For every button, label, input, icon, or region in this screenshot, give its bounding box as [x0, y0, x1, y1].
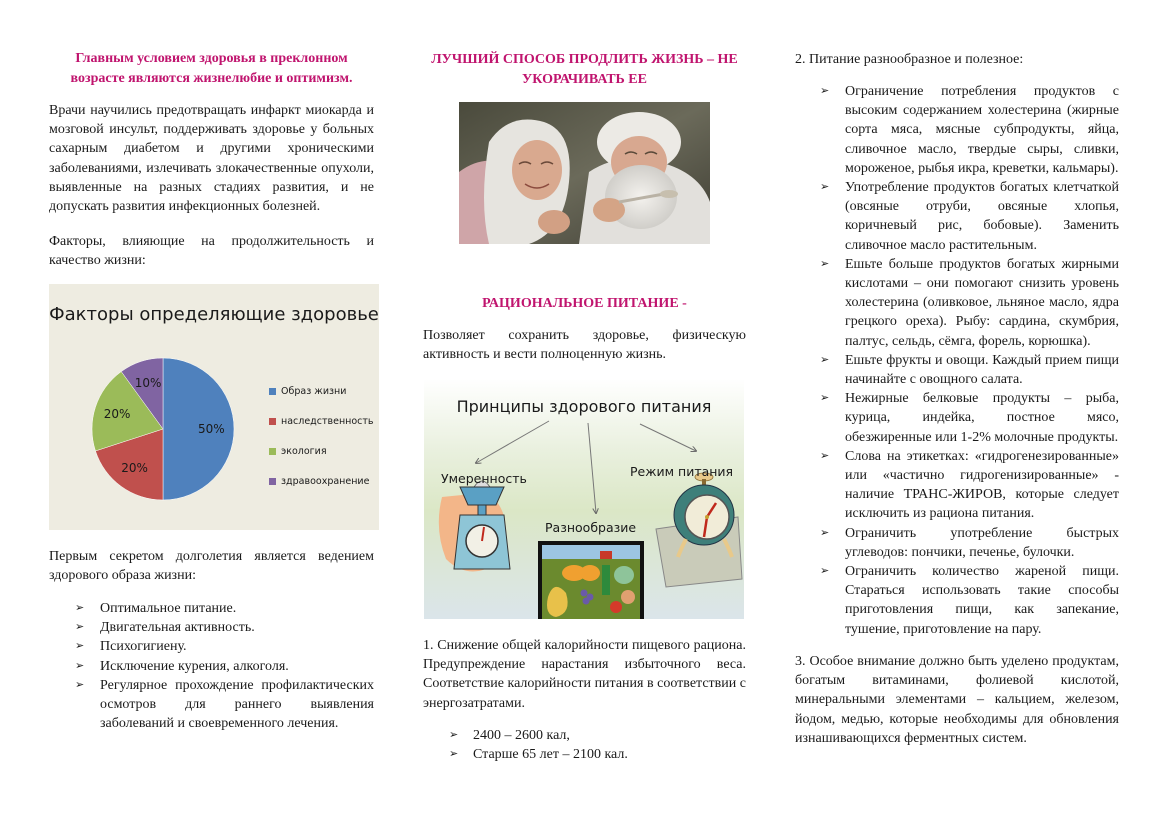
- intro-paragraph: Врачи научились предотвращать инфаркт миокарда и мозговой инсульт, поддерживать здоровье у больных сахарным диабетом и другими хроническими заболеваниями, излечивать злокачественные опухоли, выявленные на разных стадиях развития, и не допускать развития инфекционных болезней.: [49, 103, 374, 215]
- list-item: ➢ Ограничить количество жареной пищи. Стараться использовать такие способы приготовления пищи, как запекание, тушение, приготовление на пару.: [820, 564, 1119, 637]
- heading-longevity: ЛУЧШИЙ СПОСОБ ПРОДЛИТЬ ЖИЗНЬ – НЕ УКОРАЧИВАТЬ ЕЕ: [431, 52, 738, 87]
- legend-item: [269, 376, 374, 406]
- list-item: ➢ Двигательная активность.: [75, 618, 374, 637]
- arrow-bullet-icon: ➢: [820, 85, 830, 97]
- secret-intro: Первым секретом долголетия является ведением здорового образа жизни:: [49, 549, 374, 584]
- legend-item: [269, 436, 374, 466]
- arrow-bullet-icon: ➢: [75, 678, 85, 691]
- list-item: ➢ Слова на этикетках: «гидрогенезированные» или «частично гидрогенизированные» - наличие ТРАНС-ЖИРОВ, которые следует исключить из рациона питания.: [820, 448, 1119, 522]
- point-1-text: 1. Снижение общей калорийности пищевого рациона. Предупреждение нарастания избыточного веса. Соответствие калорийности питания в соответствии с энергозатратами.: [423, 638, 746, 711]
- point-3-text: 3. Особое внимание должно быть уделено продуктам, богатым витаминами, фолиевой кислотой, минеральными элементами – кальцием, железом, йодом, медью, которые необходимы для обновления изнашивающихся ферментных систем.: [795, 654, 1119, 746]
- legend-label: наследственность: [281, 415, 374, 427]
- list-item: ➢ Ограничить употребление быстрых углеводов: пончики, печенье, булочки.: [820, 525, 1119, 560]
- list-item: ➢ Психогигиену.: [75, 637, 374, 656]
- vegetables-basket-icon: [538, 541, 644, 619]
- arrow-bullet-icon: ➢: [449, 729, 459, 741]
- nutrition-principles-slide: [424, 379, 744, 619]
- legend-swatch: [269, 478, 276, 485]
- pie-data-label: 50%: [197, 422, 225, 436]
- pie-data-label: 20%: [121, 461, 148, 476]
- arrow-bullet-icon: ➢: [820, 392, 830, 405]
- list-item: ➢ Исключение курения, алкоголя.: [75, 657, 374, 676]
- arrow-bullet-icon: ➢: [820, 257, 830, 270]
- calorie-list: [449, 726, 746, 764]
- arrow-bullet-icon: ➢: [449, 748, 459, 761]
- arrow-bullet-icon: ➢: [75, 621, 85, 634]
- legend-item: [269, 466, 374, 496]
- arrow-bullet-icon: ➢: [820, 353, 830, 366]
- list-item: ➢ Ограничение потребления продуктов с высоким содержанием холестерина (жирные сорта мяса, мясные субпродукты, яйца, сливочное масло, твердые сыры, сливки, мороженое, рыбья икра, креветки, кальмары).: [820, 84, 1119, 176]
- arrow-bullet-icon: ➢: [820, 181, 830, 194]
- legend-label: экология: [281, 445, 327, 457]
- pie-data-label: 20%: [103, 407, 131, 422]
- list-item: ➢ Регулярное прохождение профилактических осмотров для раннего выявления заболеваний и своевременного лечения.: [75, 677, 374, 732]
- factors-intro: Факторы, влияющие на продолжительность и качество жизни:: [49, 234, 374, 269]
- kitchen-scale-icon: [439, 481, 510, 571]
- legend-swatch: [269, 418, 276, 425]
- heading-rational-nutrition: РАЦИОНАЛЬНОЕ ПИТАНИЕ -: [482, 296, 687, 311]
- heading-optimism: Главным условием здоровья в преклонном возрасте являются жизнелюбие и оптимизм.: [70, 51, 353, 86]
- arrow-bullet-icon: ➢: [75, 640, 85, 653]
- point-2-heading: 2. Питание разнообразное и полезное:: [795, 52, 1024, 67]
- rational-text: Позволяет сохранить здоровье, физическую активность и вести полноценную жизнь.: [423, 328, 746, 363]
- label-variety: Разнообразие: [545, 520, 637, 535]
- legend-swatch: [269, 448, 276, 455]
- list-item: ➢ Ешьте фрукты и овощи. Каждый прием пищи начинайте с овощного салата.: [820, 352, 1119, 388]
- chart-legend: [269, 376, 374, 496]
- nutrition-list: [820, 82, 1119, 639]
- arrow-to-regimen-icon: [640, 424, 696, 451]
- label-moderation: Умеренность: [441, 471, 527, 486]
- list-item: ➢ Старше 65 лет – 2100 кал.: [449, 745, 746, 764]
- alarm-clock-icon: [656, 473, 742, 587]
- arrow-bullet-icon: ➢: [820, 449, 830, 462]
- arrow-bullet-icon: ➢: [75, 602, 85, 614]
- slide-title: Принципы здорового питания: [456, 397, 712, 416]
- pie-chart-panel: [49, 284, 379, 530]
- chart-title: Факторы определяющие здоровье: [49, 304, 379, 325]
- list-item: ➢ Ешьте больше продуктов богатых жирными кислотами – они помогают снизить уровень холестерина (оливковое, льняное масло, ядра грецкого ореха). Рыбу: сардина, скумбрия, палтус, сельдь, сёмга, форель, корюшка).: [820, 256, 1119, 349]
- arrow-to-variety-icon: [588, 423, 596, 513]
- label-meal-regimen: Режим питания: [630, 464, 734, 479]
- list-item: ➢ 2400 – 2600 кал,: [449, 726, 746, 745]
- slide-arrows: [424, 379, 744, 619]
- list-item: ➢ Употребление продуктов богатых клетчаткой (овсяные отруби, овсяные хлопья, коричневый рис, бобовые). Заменить сливочное масло растительным.: [820, 180, 1119, 253]
- secret-list: [75, 599, 374, 733]
- legend-swatch: [269, 388, 276, 395]
- list-item: ➢ Нежирные белковые продукты – рыба, курица, индейка, постное мясо, обезжиренные или 1-2% молочные продукты.: [820, 391, 1119, 445]
- arrow-bullet-icon: ➢: [820, 526, 830, 539]
- arrow-bullet-icon: ➢: [75, 659, 85, 672]
- arrow-to-moderation-icon: [476, 421, 549, 463]
- arrow-bullet-icon: ➢: [820, 565, 830, 578]
- legend-item: [269, 406, 374, 436]
- elderly-couple-painting: [459, 102, 710, 244]
- legend-label: Образ жизни: [281, 385, 347, 397]
- pie-data-label: 10%: [134, 376, 162, 391]
- list-item: ➢ Оптимальное питание.: [75, 599, 374, 618]
- legend-label: здравоохранение: [281, 475, 370, 487]
